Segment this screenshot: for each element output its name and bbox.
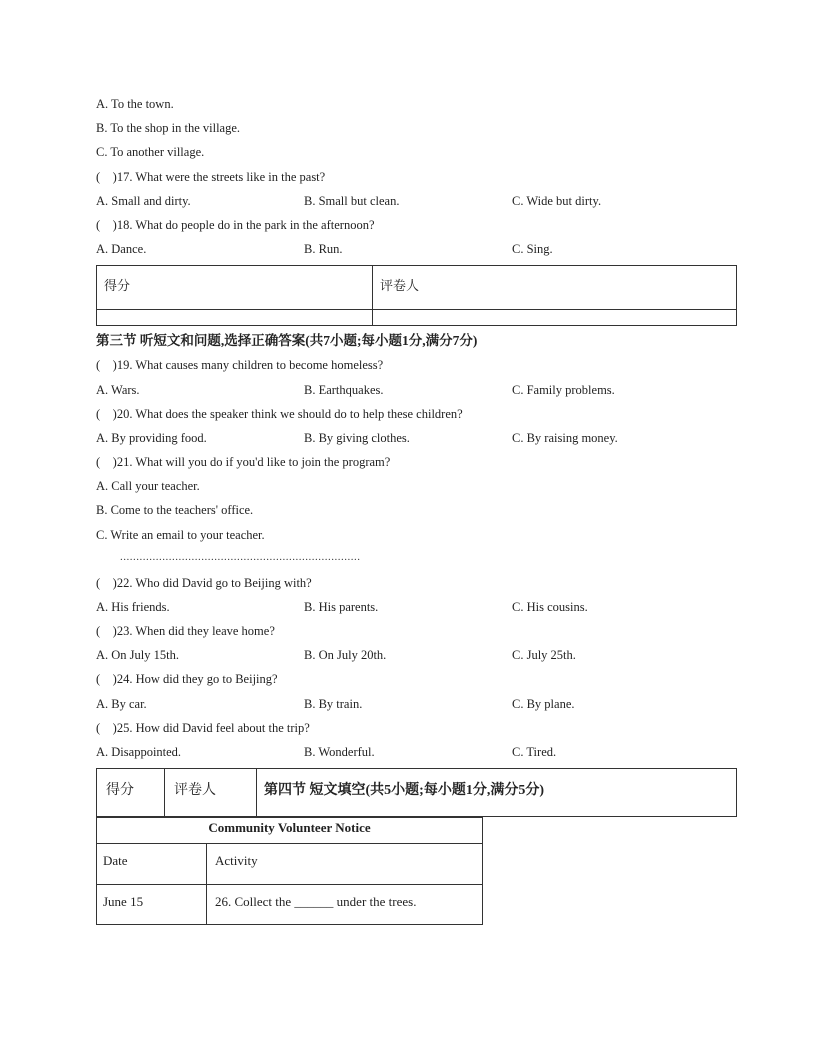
score-label-2: 得分 bbox=[106, 783, 134, 798]
q25-option-c: C. Tired. bbox=[512, 745, 557, 759]
notice-col-date: Date bbox=[103, 853, 128, 868]
option-c: C. To another village. bbox=[96, 145, 205, 159]
q24-option-a: A. By car. bbox=[96, 697, 147, 711]
q20-option-a: A. By providing food. bbox=[96, 431, 207, 445]
notice-title-divider bbox=[96, 843, 483, 844]
q25-option-a: A. Disappointed. bbox=[96, 745, 182, 759]
q18-option-c: C. Sing. bbox=[512, 242, 553, 256]
question-25: ( )25. How did David feel about the trip? bbox=[96, 721, 310, 735]
question-24: ( )24. How did they go to Beijing? bbox=[96, 672, 278, 686]
q18-option-b: B. Run. bbox=[304, 242, 343, 256]
notice-row1-date: June 15 bbox=[103, 894, 144, 909]
q23-option-c: C. July 25th. bbox=[512, 648, 576, 662]
q20-option-c: C. By raising money. bbox=[512, 431, 618, 445]
question-18: ( )18. What do people do in the park in the afternoon? bbox=[96, 218, 375, 232]
q19-option-c: C. Family problems. bbox=[512, 383, 615, 397]
question-20: ( )20. What does the speaker think we should do to help these children? bbox=[96, 407, 463, 421]
section-4-title: 第四节 短文填空(共5小题;每小题1分,满分5分) bbox=[264, 783, 544, 798]
question-17: ( )17. What were the streets like in the past? bbox=[96, 170, 326, 184]
question-23: ( )23. When did they leave home? bbox=[96, 624, 275, 638]
q23-option-a: A. On July 15th. bbox=[96, 648, 179, 662]
q22-option-c: C. His cousins. bbox=[512, 600, 588, 614]
q17-option-b: B. Small but clean. bbox=[304, 194, 400, 208]
score-table-1-divider bbox=[372, 265, 373, 326]
q22-option-b: B. His parents. bbox=[304, 600, 379, 614]
q24-option-b: B. By train. bbox=[304, 697, 363, 711]
score-table-2-divider-1 bbox=[164, 768, 165, 817]
q21-option-a: A. Call your teacher. bbox=[96, 479, 200, 493]
option-a: A. To the town. bbox=[96, 97, 174, 111]
q17-option-c: C. Wide but dirty. bbox=[512, 194, 602, 208]
notice-col-divider bbox=[206, 843, 207, 925]
question-22: ( )22. Who did David go to Beijing with? bbox=[96, 576, 312, 590]
notice-row1-activity: 26. Collect the ______ under the trees. bbox=[215, 894, 417, 909]
score-table-2-divider-2 bbox=[256, 768, 257, 817]
notice-title: Community Volunteer Notice bbox=[208, 820, 371, 835]
section-3-title: 第三节 听短文和问题,选择正确答案(共7小题;每小题1分,满分7分) bbox=[96, 333, 478, 348]
dotted-separator: .......................................................................... bbox=[120, 551, 361, 563]
q21-option-c: C. Write an email to your teacher. bbox=[96, 528, 265, 542]
q25-option-b: B. Wonderful. bbox=[304, 745, 375, 759]
marker-label-2: 评卷人 bbox=[174, 783, 216, 798]
q19-option-b: B. Earthquakes. bbox=[304, 383, 384, 397]
option-b: B. To the shop in the village. bbox=[96, 121, 241, 135]
q21-option-b: B. Come to the teachers' office. bbox=[96, 503, 254, 517]
q19-option-a: A. Wars. bbox=[96, 383, 140, 397]
q23-option-b: B. On July 20th. bbox=[304, 648, 387, 662]
score-label: 得分 bbox=[104, 278, 131, 293]
notice-col-activity: Activity bbox=[215, 853, 258, 868]
score-table-1-row-divider bbox=[96, 309, 737, 310]
q22-option-a: A. His friends. bbox=[96, 600, 170, 614]
notice-header-divider bbox=[96, 884, 483, 885]
question-19: ( )19. What causes many children to become homeless? bbox=[96, 358, 384, 372]
q20-option-b: B. By giving clothes. bbox=[304, 431, 410, 445]
q18-option-a: A. Dance. bbox=[96, 242, 147, 256]
marker-label: 评卷人 bbox=[380, 278, 420, 293]
question-21: ( )21. What will you do if you'd like to join the program? bbox=[96, 455, 391, 469]
q24-option-c: C. By plane. bbox=[512, 697, 575, 711]
q17-option-a: A. Small and dirty. bbox=[96, 194, 191, 208]
